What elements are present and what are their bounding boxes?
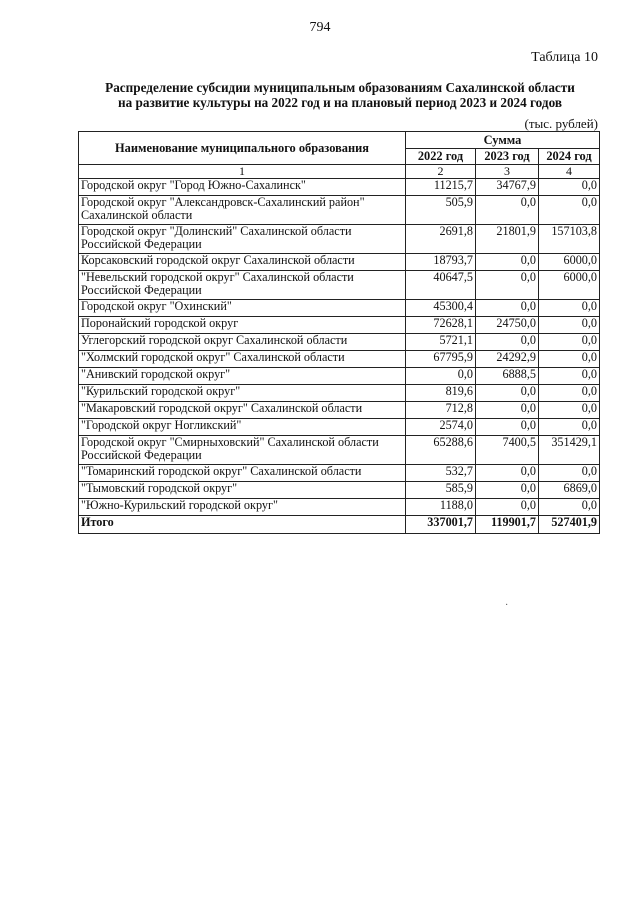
table-row: [79, 419, 600, 436]
column-number: 1: [79, 165, 406, 179]
table-row: [79, 465, 600, 482]
value-2024: 351429,1: [539, 436, 600, 465]
value-2023: 0,0: [476, 196, 539, 225]
value-2022: 18793,7: [406, 254, 476, 271]
total-2022: 337001,7: [406, 516, 476, 534]
value-2023: 0,0: [476, 300, 539, 317]
municipality-name: "Курильский городской округ": [79, 385, 406, 402]
value-2024: 0,0: [539, 179, 600, 196]
header-2023: 2023 год: [476, 149, 539, 165]
scan-speck: ·: [505, 600, 509, 611]
value-2022: 40647,5: [406, 271, 476, 300]
value-2023: 0,0: [476, 385, 539, 402]
column-number: 3: [476, 165, 539, 179]
value-2024: 0,0: [539, 334, 600, 351]
value-2023: 24750,0: [476, 317, 539, 334]
municipality-name: "Анивский городской округ": [79, 368, 406, 385]
table-row: [79, 368, 600, 385]
municipality-name: Корсаковский городской округ Сахалинской области: [79, 254, 406, 271]
value-2023: 6888,5: [476, 368, 539, 385]
value-2022: 2691,8: [406, 225, 476, 254]
value-2022: 532,7: [406, 465, 476, 482]
value-2023: 0,0: [476, 482, 539, 499]
value-2024: 6869,0: [539, 482, 600, 499]
table-row: [79, 334, 600, 351]
value-2022: 505,9: [406, 196, 476, 225]
value-2024: 0,0: [539, 300, 600, 317]
municipality-name: Городской округ "Долинский" Сахалинской области Российской Федерации: [79, 225, 406, 254]
value-2023: 24292,9: [476, 351, 539, 368]
table-row: [79, 402, 600, 419]
value-2022: 65288,6: [406, 436, 476, 465]
table-row: [79, 225, 600, 254]
value-2022: 0,0: [406, 368, 476, 385]
value-2023: 34767,9: [476, 179, 539, 196]
page-number: 794: [309, 20, 331, 35]
municipality-name: "Макаровский городской округ" Сахалинской области: [79, 402, 406, 419]
table-row: [79, 196, 600, 225]
column-number: 4: [539, 165, 600, 179]
value-2024: 0,0: [539, 402, 600, 419]
total-row: [79, 516, 600, 534]
value-2023: 0,0: [476, 465, 539, 482]
municipality-name: "Холмский городской округ" Сахалинской области: [79, 351, 406, 368]
table-row: [79, 436, 600, 465]
total-label: Итого: [79, 516, 406, 534]
title-line-2: на развитие культуры на 2022 год и на плановый период 2023 и 2024 годов: [118, 95, 562, 110]
value-2022: 1188,0: [406, 499, 476, 516]
table-row: [79, 317, 600, 334]
value-2024: 0,0: [539, 368, 600, 385]
units-label: (тыс. рублей): [524, 116, 598, 131]
header-name: Наименование муниципального образования: [79, 132, 406, 165]
value-2023: 0,0: [476, 271, 539, 300]
municipality-name: "Тымовский городской округ": [79, 482, 406, 499]
page-title: [60, 80, 620, 110]
municipality-name: Городской округ "Город Южно-Сахалинск": [79, 179, 406, 196]
value-2022: 2574,0: [406, 419, 476, 436]
value-2022: 819,6: [406, 385, 476, 402]
title-line-1: Распределение субсидии муниципальным образованиям Сахалинской области: [105, 80, 575, 95]
total-2024: 527401,9: [539, 516, 600, 534]
value-2022: 72628,1: [406, 317, 476, 334]
header-sum: Сумма: [406, 132, 600, 149]
value-2023: 0,0: [476, 334, 539, 351]
value-2023: 0,0: [476, 499, 539, 516]
table-row: [79, 351, 600, 368]
header-2022: 2022 год: [406, 149, 476, 165]
table-label: Таблица 10: [531, 50, 598, 65]
value-2022: 585,9: [406, 482, 476, 499]
value-2024: 0,0: [539, 196, 600, 225]
table-row: [79, 254, 600, 271]
subsidy-table: [78, 131, 600, 534]
municipality-name: Городской округ "Охинский": [79, 300, 406, 317]
value-2023: 0,0: [476, 254, 539, 271]
table-row: [79, 385, 600, 402]
value-2024: 0,0: [539, 317, 600, 334]
value-2024: 157103,8: [539, 225, 600, 254]
municipality-name: "Городской округ Ногликский": [79, 419, 406, 436]
value-2022: 11215,7: [406, 179, 476, 196]
municipality-name: Городской округ "Смирныховский" Сахалинской области Российской Федерации: [79, 436, 406, 465]
municipality-name: "Томаринский городской округ" Сахалинской области: [79, 465, 406, 482]
municipality-name: Углегорский городской округ Сахалинской области: [79, 334, 406, 351]
total-2023: 119901,7: [476, 516, 539, 534]
municipality-name: Городской округ "Александровск-Сахалинский район" Сахалинской области: [79, 196, 406, 225]
value-2023: 21801,9: [476, 225, 539, 254]
value-2024: 0,0: [539, 499, 600, 516]
column-number-row: [79, 165, 600, 179]
value-2024: 0,0: [539, 465, 600, 482]
value-2022: 5721,1: [406, 334, 476, 351]
column-number: 2: [406, 165, 476, 179]
municipality-name: "Невельский городской округ" Сахалинской области Российской Федерации: [79, 271, 406, 300]
value-2024: 0,0: [539, 385, 600, 402]
value-2022: 67795,9: [406, 351, 476, 368]
municipality-name: Поронайский городской округ: [79, 317, 406, 334]
value-2024: 6000,0: [539, 271, 600, 300]
value-2023: 7400,5: [476, 436, 539, 465]
value-2022: 712,8: [406, 402, 476, 419]
value-2024: 0,0: [539, 419, 600, 436]
table-row: [79, 482, 600, 499]
table-row: [79, 271, 600, 300]
municipality-name: "Южно-Курильский городской округ": [79, 499, 406, 516]
value-2023: 0,0: [476, 402, 539, 419]
value-2023: 0,0: [476, 419, 539, 436]
value-2024: 6000,0: [539, 254, 600, 271]
header-2024: 2024 год: [539, 149, 600, 165]
table-row: [79, 499, 600, 516]
value-2024: 0,0: [539, 351, 600, 368]
value-2022: 45300,4: [406, 300, 476, 317]
table-row: [79, 300, 600, 317]
table-row: [79, 179, 600, 196]
